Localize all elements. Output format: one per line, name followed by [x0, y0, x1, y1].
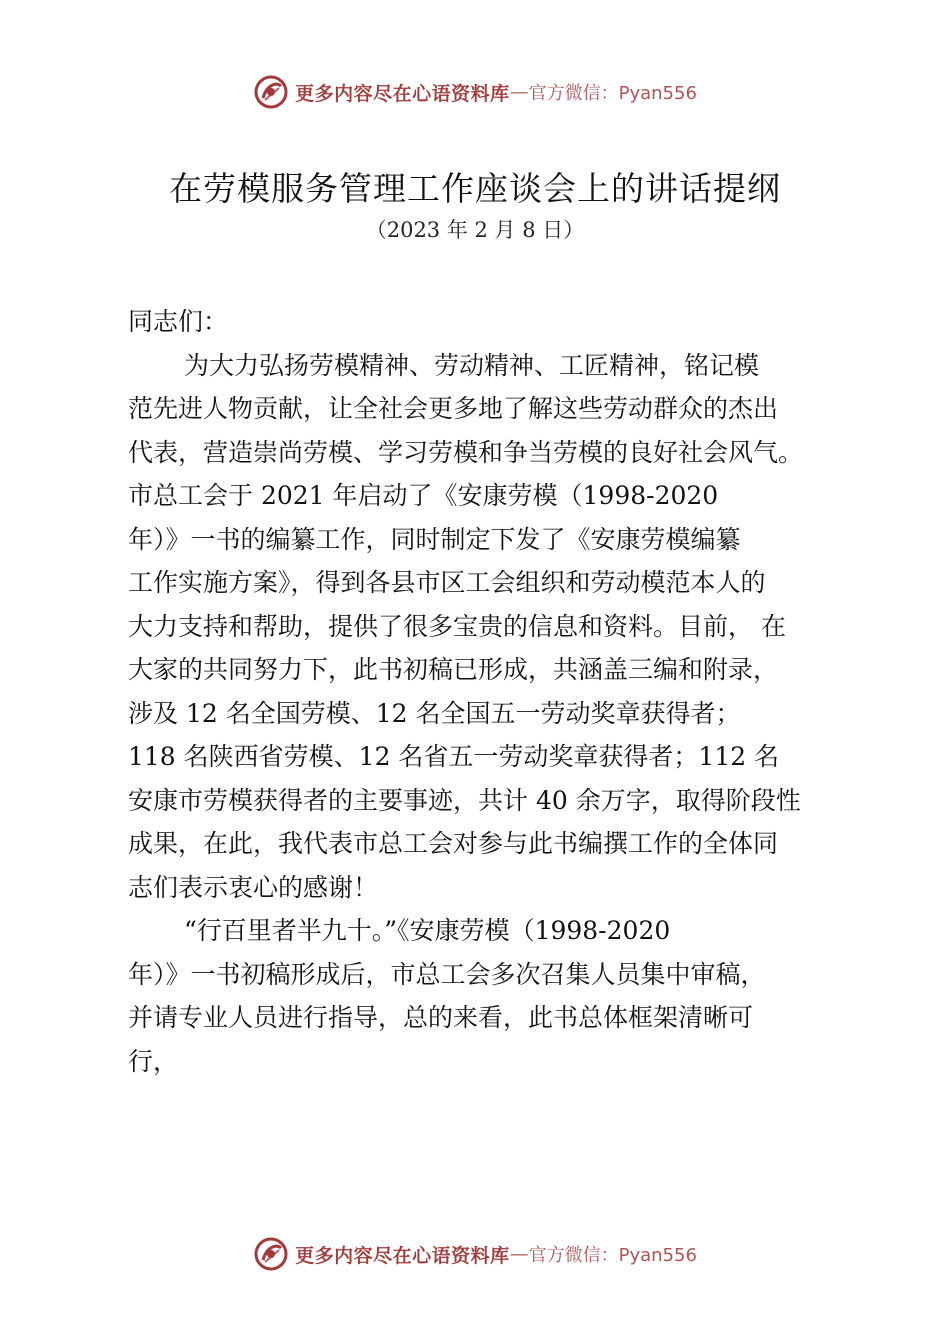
- logo-icon: [253, 1236, 289, 1272]
- document-title: 在劳模服务管理工作座谈会上的讲话提纲: [169, 169, 781, 208]
- watermark-wechat-text: 官方微信：Pyan556: [528, 83, 697, 104]
- paragraph-line: 118 名陕西省劳模、12 名省五一劳动奖章获得者；112 名: [128, 742, 780, 771]
- watermark-dash: —: [509, 1243, 529, 1265]
- logo-icon: [253, 74, 289, 110]
- watermark-dash: —: [509, 81, 529, 103]
- salutation: 同志们：: [128, 307, 229, 336]
- paragraph-line: 行，: [128, 1046, 179, 1076]
- paragraph-line: 年）》一书的编纂工作，同时制定下发了《安康劳模编纂: [128, 524, 741, 554]
- paragraph-line: 为大力弘扬劳模精神、劳动精神、工匠精神，铭记模: [184, 350, 760, 380]
- paragraph-line: 成果，在此，我代表市总工会对参与此书编撰工作的全体同: [128, 829, 779, 858]
- paragraph-line: 市总工会于 2021 年启动了《安康劳模（1998-2020: [128, 481, 719, 510]
- paragraph-line: 范先进人物贡献，让全社会更多地了解这些劳动群众的杰出: [128, 394, 779, 423]
- watermark-main-text: 更多内容尽在心语资料库: [295, 1244, 510, 1267]
- watermark-main-text: 更多内容尽在心语资料库: [295, 82, 510, 105]
- paragraph-line: “行百里者半九十。”《安康劳模（1998-2020: [184, 916, 671, 945]
- watermark-header: [0, 70, 950, 114]
- document-date: （2023 年 2 月 8 日）: [365, 218, 585, 242]
- paragraph-line: 代表，营造崇尚劳模、学习劳模和争当劳模的良好社会风气。: [128, 437, 804, 467]
- paragraph-line: 安康市劳模获得者的主要事迹，共计 40 余万字，取得阶段性: [128, 785, 801, 815]
- watermark-wechat-text: 官方微信：Pyan556: [528, 1245, 697, 1266]
- paragraph-line: 大力支持和帮助，提供了很多宝贵的信息和资料。目前， 在: [128, 611, 786, 641]
- paragraph-line: 并请专业人员进行指导，总的来看，此书总体框架清晰可: [128, 1003, 754, 1032]
- paragraph-line: 志们表示衷心的感谢！: [128, 872, 379, 902]
- watermark-footer: [0, 1232, 950, 1276]
- paragraph-line: 工作实施方案》，得到各县市区工会组织和劳动模范本人的: [128, 568, 766, 597]
- paragraph-line: 涉及 12 名全国劳模、12 名全国五一劳动奖章获得者；: [128, 698, 741, 728]
- paragraph-line: 大家的共同努力下，此书初稿已形成，共涵盖三编和附录，: [128, 655, 779, 684]
- document-body: [128, 300, 868, 1083]
- paragraph-line: 年）》一书初稿形成后，市总工会多次召集人员集中审稿，: [128, 959, 766, 989]
